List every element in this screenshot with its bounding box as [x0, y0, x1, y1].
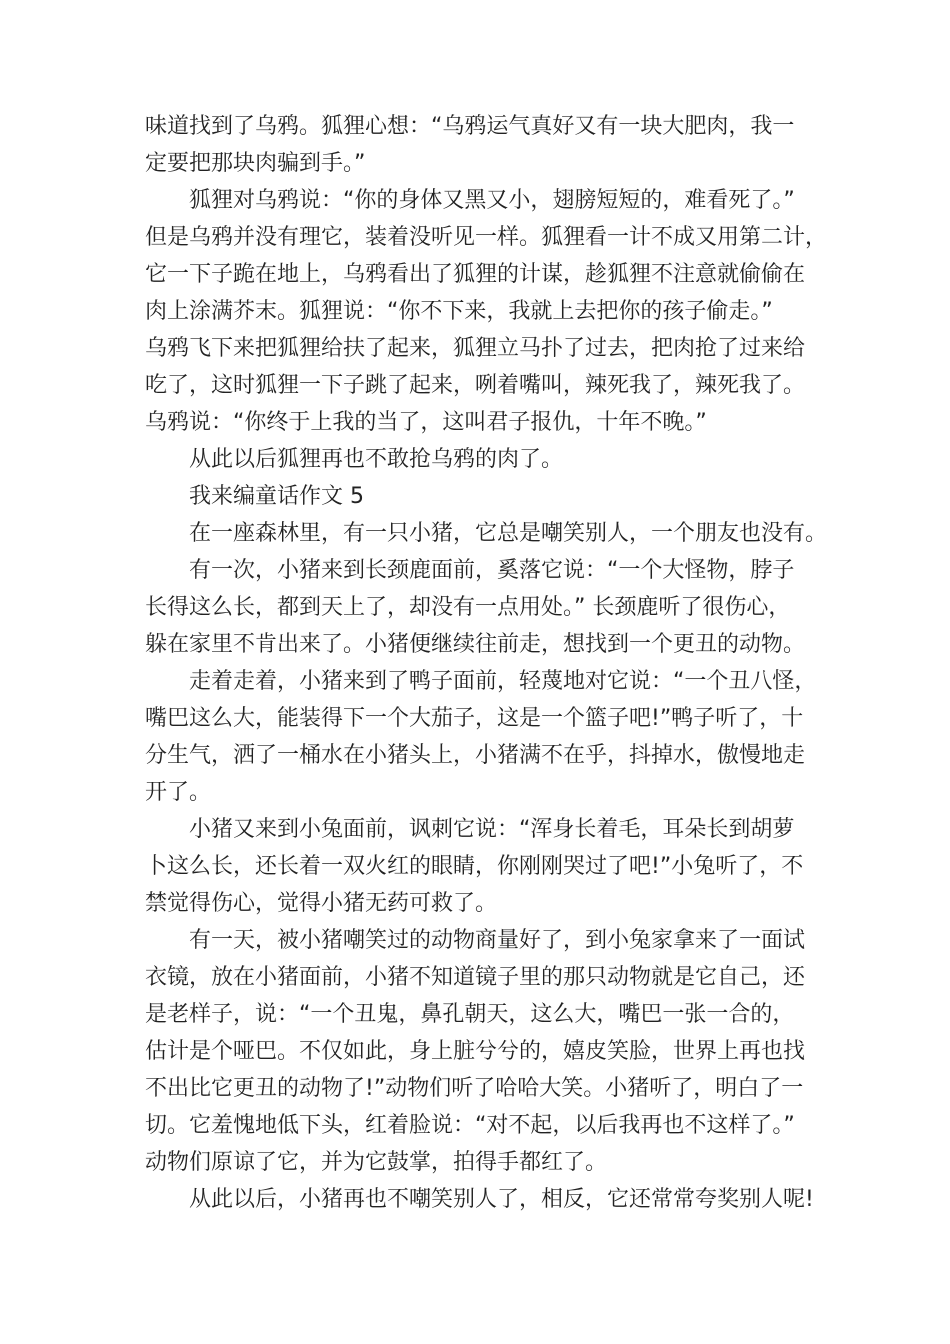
text-line: 乌鸦说：“你终于上我的当了，这叫君子报仇，十年不晚。”	[145, 410, 707, 435]
text-line: 分生气，洒了一桶水在小猪头上，小猪满不在乎，抖掉水，傲慢地走	[145, 743, 806, 768]
paragraph	[145, 108, 815, 182]
paragraph	[145, 922, 815, 1181]
text-line: 衣镜，放在小猪面前，小猪不知道镜子里的那只动物就是它自己，还	[145, 965, 806, 990]
text-line: 味道找到了乌鸦。狐狸心想：“乌鸦运气真好又有一块大肥肉，我一	[145, 114, 795, 139]
text-line: 从此以后，小猪再也不嘲笑别人了，相反，它还常常夸奖别人呢!	[189, 1187, 814, 1212]
text-line: 有一次，小猪来到长颈鹿面前，奚落它说：“一个大怪物，脖子	[189, 558, 795, 583]
text-line: 开了。	[145, 780, 212, 805]
text-line: 不出比它更丑的动物了!”动物们听了哈哈大笑。小猪听了，明白了一	[145, 1076, 804, 1101]
text-line: 动物们原谅了它，并为它鼓掌，拍得手都红了。	[145, 1150, 608, 1175]
text-line: 嘴巴这么大，能装得下一个大茄子，这是一个篮子吧!”鸭子听了，十	[145, 706, 804, 731]
text-line: 卜这么长，还长着一双火红的眼睛，你刚刚哭过了吧!”小兔听了，不	[145, 854, 804, 879]
text-line: 我来编童话作文 5	[189, 484, 364, 509]
paragraph	[145, 182, 828, 441]
text-line: 但是乌鸦并没有理它，装着没听见一样。狐狸看一计不成又用第二计，	[145, 225, 828, 250]
text-line: 定要把那块肉骗到手。”	[145, 151, 366, 176]
text-line: 是老样子，说：“一个丑鬼，鼻孔朝天，这么大，嘴巴一张一合的，	[145, 1002, 795, 1027]
text-line: 禁觉得伤心，觉得小猪无药可救了。	[145, 891, 498, 916]
text-line: 乌鸦飞下来把狐狸给扶了起来，狐狸立马扑了过去，把肉抢了过来给	[145, 336, 806, 361]
paragraph	[145, 515, 828, 552]
paragraph	[145, 1181, 815, 1218]
text-line: 有一天，被小猪嘲笑过的动物商量好了，到小兔家拿来了一面试	[189, 928, 806, 953]
text-line: 长得这么长，都到天上了，却没有一点用处。” 长颈鹿听了很伤心，	[145, 595, 791, 620]
paragraph	[145, 478, 815, 515]
paragraph	[145, 663, 815, 811]
text-line: 估计是个哑巴。不仅如此，身上脏兮兮的，嬉皮笑脸，世界上再也找	[145, 1039, 806, 1064]
text-line: 肉上涂满芥末。狐狸说：“你不下来，我就上去把你的孩子偷走。”	[145, 299, 773, 324]
paragraph	[145, 552, 815, 663]
text-line: 在一座森林里，有一只小猪，它总是嘲笑别人，一个朋友也没有。	[189, 521, 828, 546]
text-line: 狐狸对乌鸦说：“你的身体又黑又小，翅膀短短的，难看死了。”	[189, 188, 795, 213]
text-line: 躲在家里不肯出来了。小猪便继续往前走，想找到一个更丑的动物。	[145, 632, 806, 657]
text-line: 小猪又来到小兔面前，讽刺它说：“浑身长着毛，耳朵长到胡萝	[189, 817, 795, 842]
paragraph	[145, 811, 815, 922]
text-line: 切。它羞愧地低下头，红着脸说：“对不起，以后我再也不这样了。”	[145, 1113, 795, 1138]
paragraph	[145, 441, 815, 478]
text-line: 吃了，这时狐狸一下子跳了起来，咧着嘴叫，辣死我了，辣死我了。	[145, 373, 806, 398]
text-line: 从此以后狐狸再也不敢抢乌鸦的肉了。	[189, 447, 564, 472]
text-line: 走着走着，小猪来到了鸭子面前，轻蔑地对它说：“一个丑八怪，	[189, 669, 817, 694]
document-body	[145, 108, 828, 1218]
text-line: 它一下子跪在地上，乌鸦看出了狐狸的计谋，趁狐狸不注意就偷偷在	[145, 262, 806, 287]
